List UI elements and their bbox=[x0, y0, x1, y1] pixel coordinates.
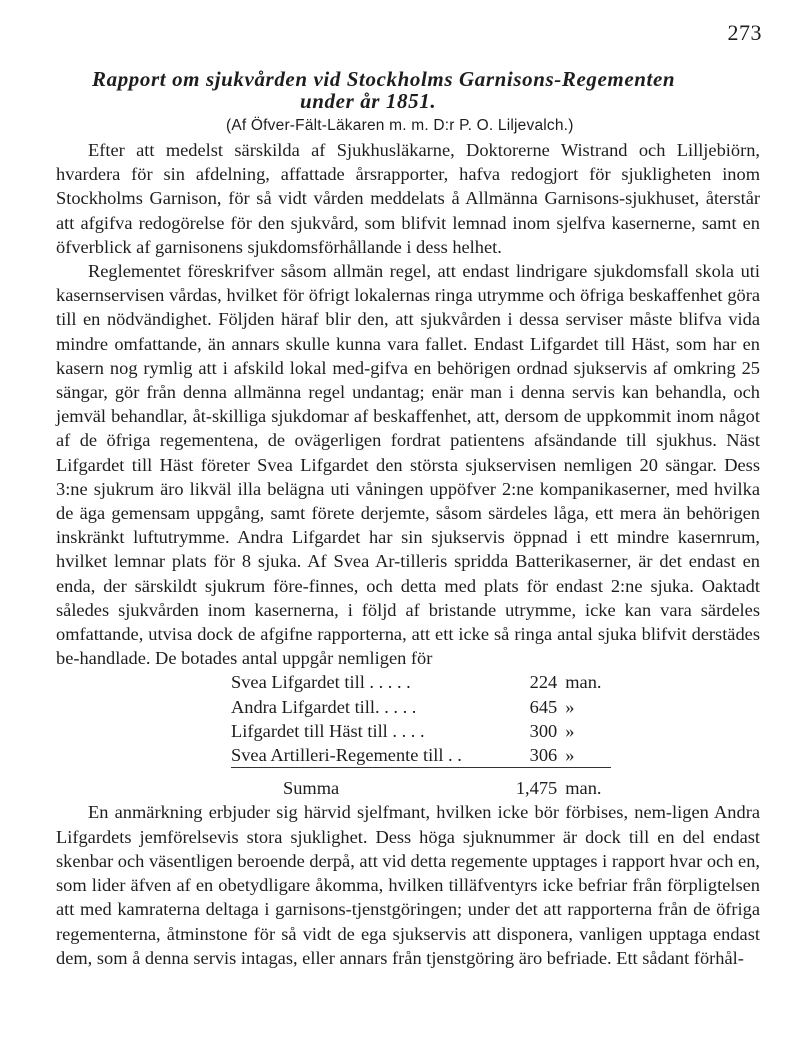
sum-divider bbox=[231, 768, 611, 777]
paragraph-intro: Efter att medelst särskilda af Sjukhusläkarne, Doktorerne Wistrand och Lilljebiörn, hvardera för sin afdelning, affattade årsrapporter, hafva redogjort för sjukligheten inom Stockholms Garnison, för så vidt vården meddelats å Allmänna Garnisons-sjukhuset, återstår att afgifva redogörelse för den sjukvård, som blifvit lemnad inom sjelfva kasernerne, samt en öfverblick af garnisonens sjukdomsförhållande i dess helhet. bbox=[56, 140, 760, 257]
body-text bbox=[56, 138, 760, 970]
table-row bbox=[231, 670, 611, 694]
paragraph-remark: En anmärkning erbjuder sig härvid sjelfmant, hvilken icke bör förbises, nem-ligen Andra Lifgardets jemförelsevis stora sjuklighet. Dess höga sjuknummer är dock till en del endast skenbar och väsentligen beroende derpå, att vid detta regemente upptages i rapport hvar och en, som lider äfven af en obetydligare åkomma, hvilken tilläfventyrs icke befriar från förpligtelsen att med kamraterna deltaga i garnisons-tjenstgöringen; under det att rapporterna från de öfriga regementerna, åtminstone för så vidt de ega sjukservis att disponera, vanligen upptaga endast dem, som å denna servis intagas, eller annars från tjenstgöring äro befriade. Ett sådant förhål- bbox=[56, 802, 760, 968]
row-label: Lifgardet till Häst till . . . . bbox=[231, 720, 425, 741]
row-value: 645 bbox=[529, 696, 558, 717]
table-row bbox=[231, 695, 611, 719]
row-label: Andra Lifgardet till. . . . . bbox=[231, 696, 417, 717]
row-unit: man. bbox=[565, 672, 602, 693]
row-value: 224 bbox=[529, 672, 558, 693]
row-unit: » bbox=[565, 720, 575, 741]
page-number: 273 bbox=[727, 20, 762, 45]
total-label: Summa bbox=[283, 778, 340, 799]
row-label: Svea Lifgardet till . . . . . bbox=[231, 672, 411, 693]
total-value: 1,475 bbox=[515, 778, 558, 799]
row-label: Svea Artilleri-Regemente till . . bbox=[231, 745, 462, 766]
title-line-1: Rapport om sjukvården vid Stockholms Garnisons-Regementen bbox=[92, 67, 676, 91]
row-value: 300 bbox=[529, 720, 558, 741]
total-row bbox=[231, 776, 611, 800]
report-title bbox=[92, 68, 782, 112]
row-value: 306 bbox=[529, 745, 558, 766]
table-row bbox=[231, 743, 611, 768]
title-line-2: under år 1851. bbox=[300, 89, 437, 113]
cured-count-table bbox=[231, 670, 611, 800]
total-unit: man. bbox=[565, 778, 602, 799]
paragraph-regulations: Reglementet föreskrifver såsom allmän regel, att endast lindrigare sjukdomsfall skola uti kasernservisen vårdas, hvilket för öfrigt lokalernas ringa utrymme och öfriga beskaffenhet göra till en nödvändighet. Följden häraf blir den, att sjukvården i dessa serviser måste blifva vida mindre omfattande, än annars skulle kunna vara fallet. Endast Lifgardet till Häst, som har en kasern nog rymlig att i afskild lokal med-gifva en behörigen ordnad sjukservis af omkring 25 sängar, gör från denna allmänna regel undantag; enär man i denna servis kan behandla, och jemväl behandlar, åt-skilliga sjukdomar af beskaffenhet, att, dersom de uppkommit inom något af de öfriga regementena, de ovägerligen fordrat patientens afsändande till sjukhus. Näst Lifgardet till Häst företer Svea Lifgardet den största sjukservisen nemligen 20 sängar. Dess 3:ne sjukrum äro likväl illa belägna uti våningen uppöfver 2:ne kompanikaserner, med hvilka de äga gemensam uppgång, samt förete derjemte, såsom särdeles låga, ett mera än behörigen inskränkt luftutrymme. Andra Lifgardet har sin sjukservis öppnad i ett mindre kasernrum, hvilket lemnar plats för 8 sjuka. Af Svea Ar-tilleris spridda Batterikaserner, är det endast en enda, der särskildt sjukrum före-finnes, och detta med plats för endast 2:ne sjuka. Oaktadt således sjukvården inom kasernerna, i följd af bristande utrymme, icke kan vara särdeles omfattande, utvisa dock de afgifne rapporterna, att ett icke så ringa antal sjuka blifvit derstädes be-handlade. De botades antal uppgår nemligen för bbox=[56, 261, 760, 669]
row-unit: » bbox=[565, 745, 575, 766]
table-row bbox=[231, 719, 611, 743]
row-unit: » bbox=[565, 696, 575, 717]
author-attribution: (Af Öfver-Fält-Läkaren m. m. D:r P. O. Liljevalch.) bbox=[226, 117, 574, 134]
